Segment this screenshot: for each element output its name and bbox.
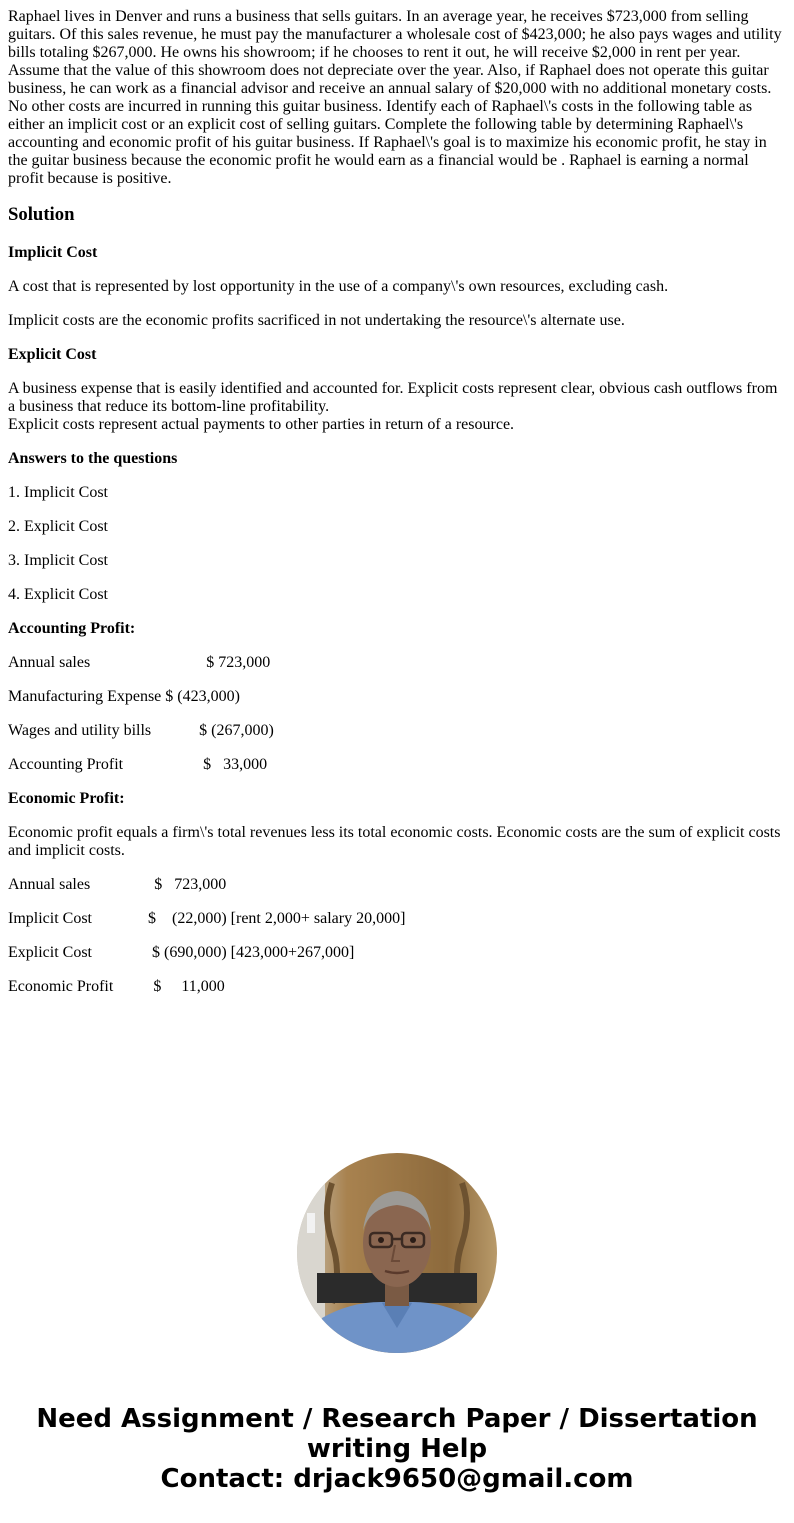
economic-row: Economic Profit $ 11,000 (8, 978, 225, 995)
economic-description: Economic profit equals a firm\'s total revenues less its total economic costs. Economic costs are the sum of explicit costs and implicit costs. (8, 824, 781, 859)
accounting-row: Annual sales $ 723,000 (8, 654, 271, 671)
answer-item: 1. Implicit Cost (8, 484, 108, 501)
explicit-heading: Explicit Cost (8, 346, 97, 363)
footer-contact-line: Contact: drjack9650@gmail.com (160, 1464, 634, 1494)
accounting-heading: Accounting Profit: (8, 620, 136, 637)
accounting-row: Manufacturing Expense $ (423,000) (8, 688, 240, 705)
answer-item: 3. Implicit Cost (8, 552, 108, 569)
question-text: Raphael lives in Denver and runs a business that sells guitars. In an average year, he receives $723,000 from selling guitars. Of this sales revenue, he must pay the manufacturer a wholesale cost of $423,000; he also pays wages and utility bills totaling $267,000. He owns his showroom; if he chooses to rent it out, he will receive $2,000 in rent per year. Assume that the value of this showroom does not depreciate over the year. Also, if Raphael does not operate this guitar business, he can work as a financial advisor and receive an annual salary of $20,000 with no additional monetary costs. No other costs are incurred in running this guitar business. Identify each of Raphael\'s costs in the following table as either an implicit cost or an explicit cost of selling guitars. Complete the following table by determining Raphael\'s accounting and economic profit of his guitar business. If Raphael\'s goal is to maximize his economic profit, he stay in the guitar business because the economic profit he would earn as a financial would be . Raphael is earning a normal profit because is positive. (8, 8, 782, 187)
economic-row: Implicit Cost $ (22,000) [rent 2,000+ salary 20,000] (8, 910, 406, 927)
economic-row: Explicit Cost $ (690,000) [423,000+267,000] (8, 944, 355, 961)
solution-heading: Solution (8, 204, 75, 225)
answer-item: 4. Explicit Cost (8, 586, 108, 603)
implicit-def-1: A cost that is represented by lost opportunity in the use of a company\'s own resources, excluding cash. (8, 278, 669, 295)
accounting-row: Wages and utility bills $ (267,000) (8, 722, 274, 739)
footer-line-1: Need Assignment / Research Paper / Dissertation (36, 1404, 758, 1434)
document-body (8, 8, 784, 1012)
economic-heading: Economic Profit: (8, 790, 125, 807)
implicit-heading: Implicit Cost (8, 244, 98, 261)
explicit-def-1: A business expense that is easily identified and accounted for. Explicit costs represent clear, obvious cash outflows from a business that reduce its bottom-line profitability. (8, 380, 778, 415)
answers-heading: Answers to the questions (8, 450, 178, 467)
footer-line-2: writing Help (306, 1434, 488, 1464)
answer-item: 2. Explicit Cost (8, 518, 108, 535)
contact-footer (0, 1404, 794, 1494)
author-portrait-image (297, 1153, 497, 1353)
implicit-def-2: Implicit costs are the economic profits sacrificed in not undertaking the resource\'s alternate use. (8, 312, 625, 329)
explicit-def-2: Explicit costs represent actual payments to other parties in return of a resource. (8, 416, 515, 433)
author-avatar (297, 1153, 497, 1353)
accounting-row: Accounting Profit $ 33,000 (8, 756, 268, 773)
explicit-defs (8, 380, 784, 434)
economic-row: Annual sales $ 723,000 (8, 876, 227, 893)
